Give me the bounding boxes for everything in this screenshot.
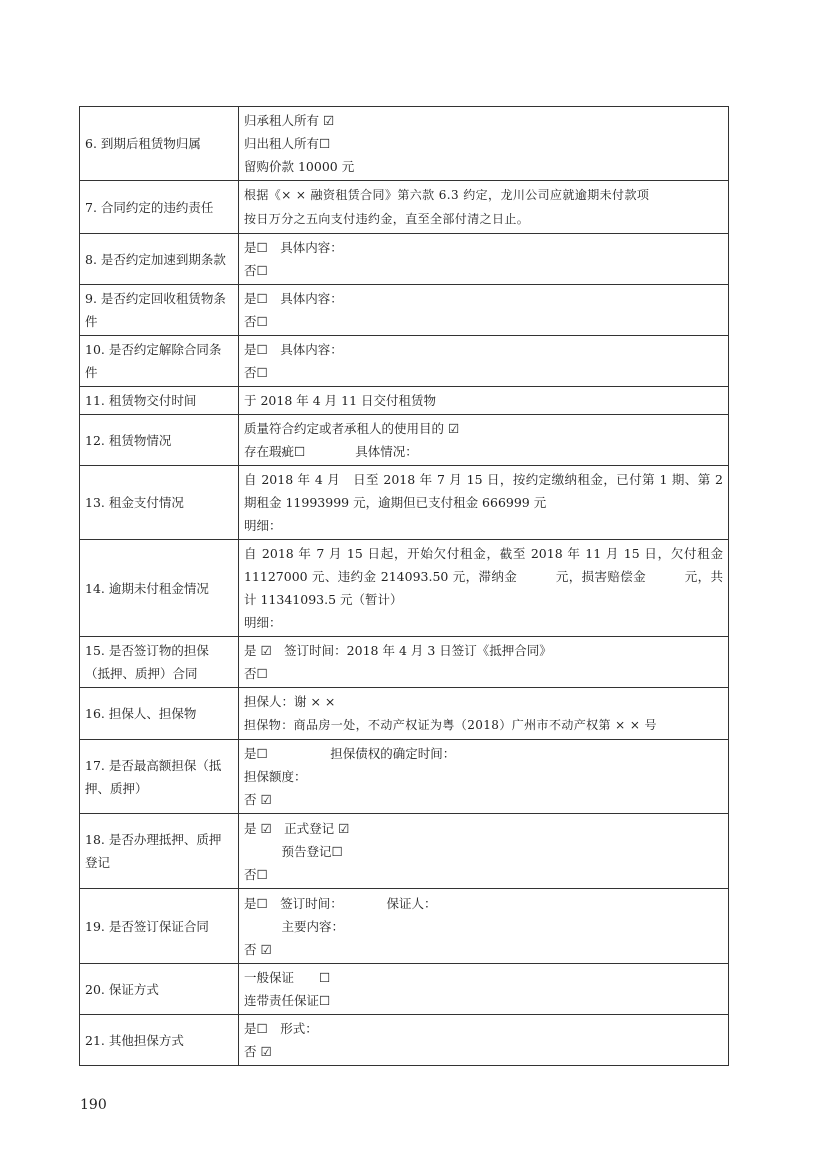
row-content xyxy=(239,234,729,285)
row-content xyxy=(239,889,729,964)
content-line: 是☐ 签订时间： 保证人： xyxy=(244,895,437,911)
content-line: 按日万分之五向支付违约金，直至全部付清之日止。 xyxy=(244,212,530,226)
row-content xyxy=(239,387,729,415)
table-row xyxy=(80,688,729,740)
content-line: 根据《× × 融资租赁合同》第六款 6.3 约定，龙川公司应就逾期未付款项 xyxy=(244,188,650,202)
content-line: 主要内容： xyxy=(244,918,345,934)
row-content xyxy=(239,181,729,234)
table-row xyxy=(80,814,729,889)
content-line: 否 ☑ xyxy=(244,1044,272,1059)
content-line: 归承租人所有 ☑ xyxy=(244,113,335,128)
table-row xyxy=(80,889,729,964)
row-label: 7. 合同约定的违约责任 xyxy=(80,181,239,234)
row-content xyxy=(239,285,729,336)
content-line: 是 ☑ 签订时间：2018 年 4 月 3 日签订《抵押合同》 xyxy=(244,643,552,658)
row-content xyxy=(239,964,729,1015)
content-line: 否☐ xyxy=(244,866,268,882)
table-row xyxy=(80,540,729,637)
table-row xyxy=(80,234,729,285)
content-line: 否☐ xyxy=(244,314,268,329)
row-label: 14. 逾期未付租金情况 xyxy=(80,540,239,637)
row-label: 11. 租赁物交付时间 xyxy=(80,387,239,415)
table-row xyxy=(80,637,729,688)
content-line: 预告登记☐ xyxy=(244,843,343,859)
row-content xyxy=(239,814,729,889)
content-line: 是☐ 具体内容： xyxy=(244,342,343,357)
table-row xyxy=(80,740,729,814)
content-line: 否 ☑ xyxy=(244,792,272,807)
content-line: 明细： xyxy=(244,518,282,533)
row-label: 9. 是否约定回收租赁物条件 xyxy=(80,285,239,336)
content-line: 存在瑕疵☐ 具体情况： xyxy=(244,444,418,459)
row-label: 16. 担保人、担保物 xyxy=(80,688,239,740)
content-line: 否☐ xyxy=(244,263,268,278)
content-line: 明细： xyxy=(244,615,282,630)
row-content xyxy=(239,466,729,540)
row-label: 20. 保证方式 xyxy=(80,964,239,1015)
table-row xyxy=(80,1015,729,1066)
row-label: 15. 是否签订物的担保（抵押、质押）合同 xyxy=(80,637,239,688)
row-label: 6. 到期后租赁物归属 xyxy=(80,107,239,181)
row-content xyxy=(239,107,729,181)
content-line: 担保物：商品房一处，不动产权证为粤（2018）广州市不动产权第 × × 号 xyxy=(244,718,657,732)
content-line: 归出租人所有☐ xyxy=(244,136,331,151)
table-row xyxy=(80,107,729,181)
content-line: 一般保证 ☐ xyxy=(244,970,331,985)
row-content xyxy=(239,637,729,688)
row-label: 19. 是否签订保证合同 xyxy=(80,889,239,964)
content-line: 是☐ 形式： xyxy=(244,1021,318,1036)
content-line: 质量符合约定或者承租人的使用目的 ☑ xyxy=(244,421,460,436)
row-content xyxy=(239,540,729,637)
content-line: 自 2018 年 4 月 日至 2018 年 7 月 15 日，按约定缴纳租金，已付第 1 期、第 2 期租金 11993999 元，逾期但已支付租金 666999 元 xyxy=(244,472,723,510)
row-content xyxy=(239,688,729,740)
content-line: 担保人：谢 × × xyxy=(244,694,336,709)
row-content xyxy=(239,336,729,387)
table-row xyxy=(80,285,729,336)
content-line: 否☐ xyxy=(244,666,268,681)
row-label: 8. 是否约定加速到期条款 xyxy=(80,234,239,285)
row-label: 18. 是否办理抵押、质押登记 xyxy=(80,814,239,889)
table-row xyxy=(80,181,729,234)
content-line: 是 ☑ 正式登记 ☑ xyxy=(244,820,350,836)
table-row xyxy=(80,964,729,1015)
row-content xyxy=(239,740,729,814)
content-line: 是☐ 具体内容： xyxy=(244,291,343,306)
content-line: 连带责任保证☐ xyxy=(244,993,331,1008)
table-row xyxy=(80,415,729,466)
content-line: 否 ☑ xyxy=(244,941,272,957)
content-line: 是☐ 具体内容： xyxy=(244,240,343,255)
row-label: 10. 是否约定解除合同条件 xyxy=(80,336,239,387)
content-line: 担保额度： xyxy=(244,769,307,784)
row-content xyxy=(239,415,729,466)
table-row xyxy=(80,466,729,540)
content-line: 否☐ xyxy=(244,365,268,380)
content-line: 于 2018 年 4 月 11 日交付租赁物 xyxy=(244,393,437,408)
case-info-table xyxy=(79,106,729,1066)
row-label: 12. 租赁物情况 xyxy=(80,415,239,466)
content-line: 自 2018 年 7 月 15 日起，开始欠付租金，截至 2018 年 11 月 15 日，欠付租金 11127000 元、违约金 214093.50 元，滞纳金 元，损害赔偿金 元，共计 11341093.5 元（暂计） xyxy=(244,546,723,607)
table-row xyxy=(80,387,729,415)
content-line: 是☐ 担保债权的确定时间： xyxy=(244,746,456,761)
row-content xyxy=(239,1015,729,1066)
content-line: 留购价款 10000 元 xyxy=(244,159,355,174)
row-label: 13. 租金支付情况 xyxy=(80,466,239,540)
row-label: 21. 其他担保方式 xyxy=(80,1015,239,1066)
row-label: 17. 是否最高额担保（抵押、质押） xyxy=(80,740,239,814)
table-row xyxy=(80,336,729,387)
page-number: 190 xyxy=(80,1097,107,1113)
